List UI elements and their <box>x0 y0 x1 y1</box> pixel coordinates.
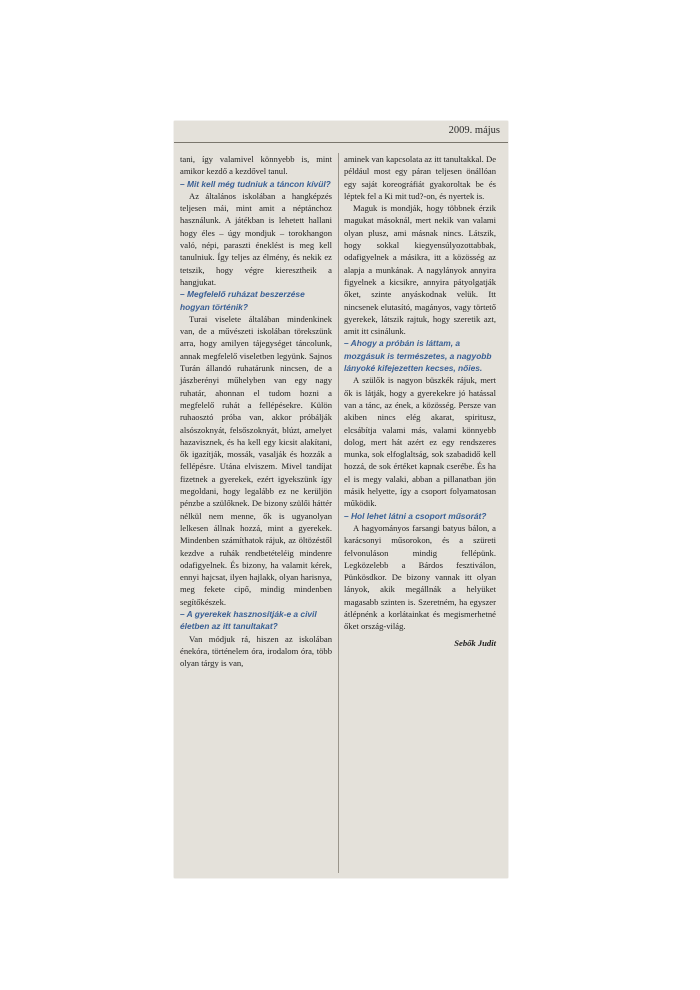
newspaper-clipping <box>174 121 508 878</box>
article-paragraph: A hagyományos farsangi batyus bálon, a karácsonyi műsorokon, és a szüreti felvonuláson mindig fellépünk. Legközelebb a Bárdos fesztiválon, Pünkösdkor. De bizony vannak itt olyan lányok, akik megállnák a helyüket magasabb szinten is. Szeretném, ha egyszer átlépnénk a korlátainkat és megismerhetné őket ország-világ. <box>344 522 496 632</box>
header-rule <box>174 142 508 143</box>
article-paragraph: Maguk is mondják, hogy többnek érzik magukat másoknál, mert nekik van valami olyan plusz, ami másnak nincs. Látszik, hogy sokkal kiegyensúlyozottabbak, odafigyelnek a másikra, itt a közösség az alapja a munkának. A nagylányok annyira figyelnek a kicsikre, annyira pátyolgatják őket, szinte anyáskodnak velük. Itt nincsenek elutasító, magányos, vagy törtető gyerekek, látszik rajtuk, hogy szeretik azt, amit itt csinálunk. <box>344 203 496 337</box>
interview-question: – A gyerekek hasznosítják-e a civil életben az itt tanultakat? <box>180 608 317 632</box>
interview-question: – Hol lehet látni a csoport műsorát? <box>344 510 487 521</box>
column-divider <box>338 153 339 873</box>
article-paragraph: Van módjuk rá, hiszen az iskolában énekóra, történelem óra, irodalom óra, több olyan tárgy is van, <box>180 633 332 669</box>
interview-question: – Ahogy a próbán is láttam, a mozgásuk is természetes, a nagyobb lányoké kifejezetten kecses, nőies. <box>344 338 492 374</box>
article-paragraph: Turai viselete általában mindenkinek van, de a művészeti iskolában törekszünk arra, hogy amilyen tájegységet táncolunk, annak megfelelő viseletben legyünk. Sajnos Turán állandó ruhatárunk nincsen, de a jászberényi műhelyben van egy nagy ruhatár, ahonnan el tudom hozni a megfelelő ruhát a fellépésekre. Külön ruhaosztó próba van, akkor próbálják alsószoknyát, felsőszoknyát, blúzt, amelyet hazavisznek, és ha kell egy kicsit alakítani, ők igazítják, mossák, vasalják és hozzák a fellépésre. Utána elviszem. Mivel tandíjat fizetnek a gyerekek, ezért igyekszünk így megoldani, hogy legalább ez ne kerüljön pénzbe a szülőknek. De bizony szülői háttér nélkül nem menne, ők is ugyanolyan lelkesen állnak hozzá, mint a gyerekek. Mindenben számíthatok rájuk, az öltözéstől kezdve a ruhák rendbetételéig mindenre odafigyelnek. És bizony, ha valamit kérek, ennyi hajcsat, ilyen hajlakk, olyan harisnya, meg fekete cipő, mindig mindenben segítőkészek. <box>180 313 332 607</box>
interview-question: – Mit kell még tudniuk a táncon kívül? <box>180 178 331 189</box>
issue-date: 2009. május <box>448 125 500 136</box>
interview-question: – Megfelelő ruházat beszerzése hogyan történik? <box>180 289 305 312</box>
right-column <box>344 153 496 649</box>
article-paragraph: tani, így valamivel könnyebb is, mint amikor kezdő a kezdővel tanul. <box>180 154 332 177</box>
article-paragraph: A szülők is nagyon büszkék rájuk, mert ők is látják, hogy a gyerekekre jó hatással van a tánc, az ének, a közösség. Persze van akiben nincs elég akarat, spiritusz, elcsábítja valami más, valami könnyebb dolog, mert hát azért ez egy rendszeres munka, sok elfoglaltság, sok szabadidő kell hozzá, de sok értéket kapnak cserébe. És ha el is megy valaki, abban a pillanatban jön másik helyette, így a csoport folyamatosan működik. <box>344 375 496 509</box>
left-column <box>180 153 332 669</box>
author-signature: Sebők Judit <box>454 637 496 648</box>
article-paragraph: Az általános iskolában a hangképzés teljesen mái, mint amit a néptánchoz használunk. A játékban is lehetett hallani hogy éles – úgy mondjuk – torokhangon való, népi, paraszti éneklést is meg kell tanulniuk. Így teljes az élmény, és nekik ez tetszik, hogy végre kieresztheik a hangjukat. <box>180 190 332 287</box>
article-paragraph: aminek van kapcsolata az itt tanultakkal. De például most egy páran teljesen önállóan egy saját koreográfiát gyakoroltak be és léptek fel a Ki mit tud?-on, és nyertek is. <box>344 154 497 201</box>
